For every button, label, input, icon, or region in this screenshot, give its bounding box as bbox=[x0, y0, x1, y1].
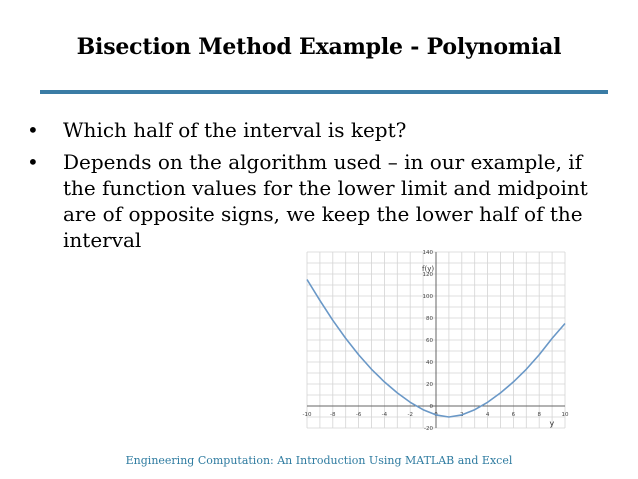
x-tick-label: 8 bbox=[537, 412, 541, 418]
y-tick-label: 20 bbox=[426, 382, 433, 388]
y-axis-label: f(y) bbox=[422, 265, 435, 273]
x-tick-label: 6 bbox=[511, 412, 516, 418]
bullet-marker-icon: • bbox=[27, 118, 39, 142]
x-tick-label: 10 bbox=[561, 412, 569, 418]
x-tick-label: 2 bbox=[460, 412, 464, 418]
bullet-marker-icon: • bbox=[27, 150, 39, 174]
bullet-item bbox=[27, 149, 617, 253]
y-tick-label: 80 bbox=[426, 316, 433, 322]
footer-text: Engineering Computation: An Introduction Using MATLAB and Excel bbox=[125, 454, 513, 467]
title-underline bbox=[40, 90, 608, 94]
x-axis-label: y bbox=[549, 419, 555, 428]
x-tick-label: -4 bbox=[381, 412, 388, 418]
y-tick-label: 40 bbox=[426, 360, 433, 366]
polynomial-chart bbox=[295, 244, 580, 439]
bullet-item bbox=[27, 117, 617, 143]
y-tick-label: 100 bbox=[422, 294, 433, 300]
y-tick-label: 0 bbox=[429, 404, 433, 410]
y-tick-label: 120 bbox=[422, 272, 433, 278]
x-tick-label: 4 bbox=[485, 412, 490, 418]
x-tick-label: -8 bbox=[330, 412, 336, 418]
bullet-text: Depends on the algorithm used – in our example, if the function values for the lower limit and midpoint are of opposite signs, we keep the lower half of the interval bbox=[63, 150, 588, 252]
x-tick-label: -6 bbox=[355, 412, 362, 418]
x-tick-label: -10 bbox=[302, 412, 312, 418]
bullet-text: Which half of the interval is kept? bbox=[63, 118, 407, 142]
x-tick-label: -2 bbox=[407, 412, 413, 418]
slide-title: Bisection Method Example - Polynomial bbox=[76, 34, 562, 60]
y-tick-label: 60 bbox=[426, 338, 433, 344]
x-tick-label: 0 bbox=[434, 412, 438, 418]
y-tick-label: -20 bbox=[424, 426, 433, 432]
bullet-list bbox=[27, 117, 617, 259]
y-tick-label: 140 bbox=[422, 250, 433, 256]
